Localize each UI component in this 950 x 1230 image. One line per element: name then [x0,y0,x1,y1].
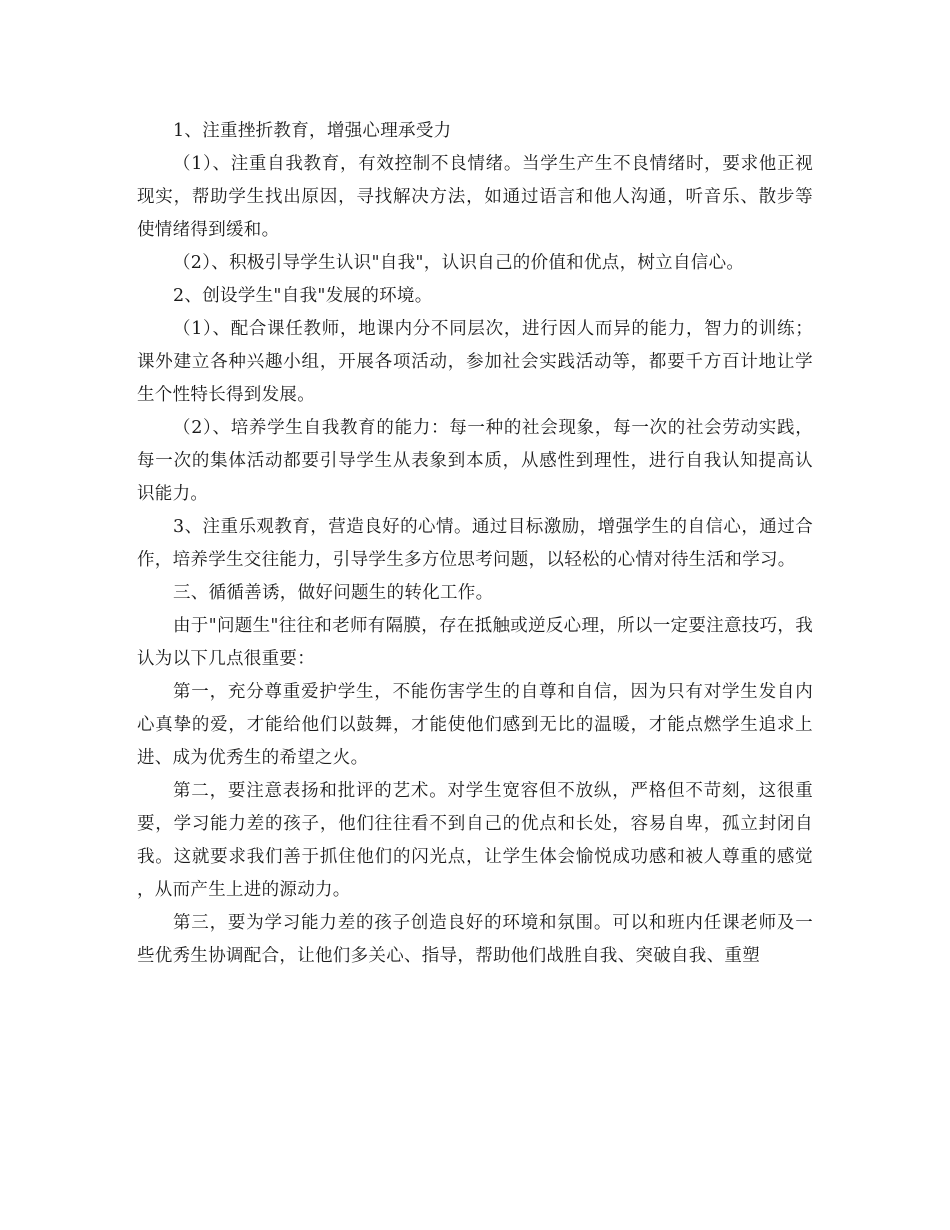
document-body [137,115,813,973]
paragraph-3: （2）、积极引导学生认识"自我"，认识自己的价值和优点，树立自信心。 [173,253,745,273]
paragraph-11: 第二，要注意表扬和批评的艺术。对学生宽容但不放纵，严格但不苛刻，这很重要，学习能力差的孩子，他们往往看不到自己的优点和长处，容易自卑，孤立封闭自我。这就要求我们善于抓住他们的闪光点，让学生体会愉悦成功感和被人尊重的感觉，从而产生上进的源动力。 [137,781,813,900]
paragraph-9: 由于"问题生"往往和老师有隔膜，存在抵触或逆反心理，所以一定要注意技巧，我认为以下几点很重要： [137,616,813,669]
paragraph-7: 3、注重乐观教育，营造良好的心情。通过目标激励，增强学生的自信心，通过合作，培养学生交往能力，引导学生多方位思考问题，以轻松的心情对待生活和学习。 [137,517,813,570]
paragraph-12: 第三，要为学习能力差的孩子创造良好的环境和氛围。可以和班内任课老师及一些优秀生协调配合，让他们多关心、指导，帮助他们战胜自我、突破自我、重塑 [137,913,813,966]
paragraph-6: （2）、培养学生自我教育的能力：每一种的社会现象，每一次的社会劳动实践，每一次的集体活动都要引导学生从表象到本质，从感性到理性，进行自我认知提高认识能力。 [137,418,813,504]
paragraph-1: 1、注重挫折教育，增强心理承受力 [173,121,452,141]
paragraph-10: 第一，充分尊重爱护学生，不能伤害学生的自尊和自信，因为只有对学生发自内心真挚的爱，才能给他们以鼓舞，才能使他们感到无比的温暖，才能点燃学生追求上进、成为优秀生的希望之火。 [137,682,813,768]
paragraph-8: 三、循循善诱，做好问题生的转化工作。 [173,583,494,603]
paragraph-2: （1）、注重自我教育，有效控制不良情绪。当学生产生不良情绪时，要求他正视现实，帮助学生找出原因，寻找解决方法，如通过语言和他人沟通，听音乐、散步等使情绪得到缓和。 [137,154,813,240]
paragraph-5: （1）、配合课任教师，地课内分不同层次，进行因人而异的能力，智力的训练；课外建立各种兴趣小组，开展各项活动，参加社会实践活动等，都要千方百计地让学生个性特长得到发展。 [137,319,813,405]
paragraph-4: 2、创设学生"自我"发展的环境。 [173,286,433,306]
